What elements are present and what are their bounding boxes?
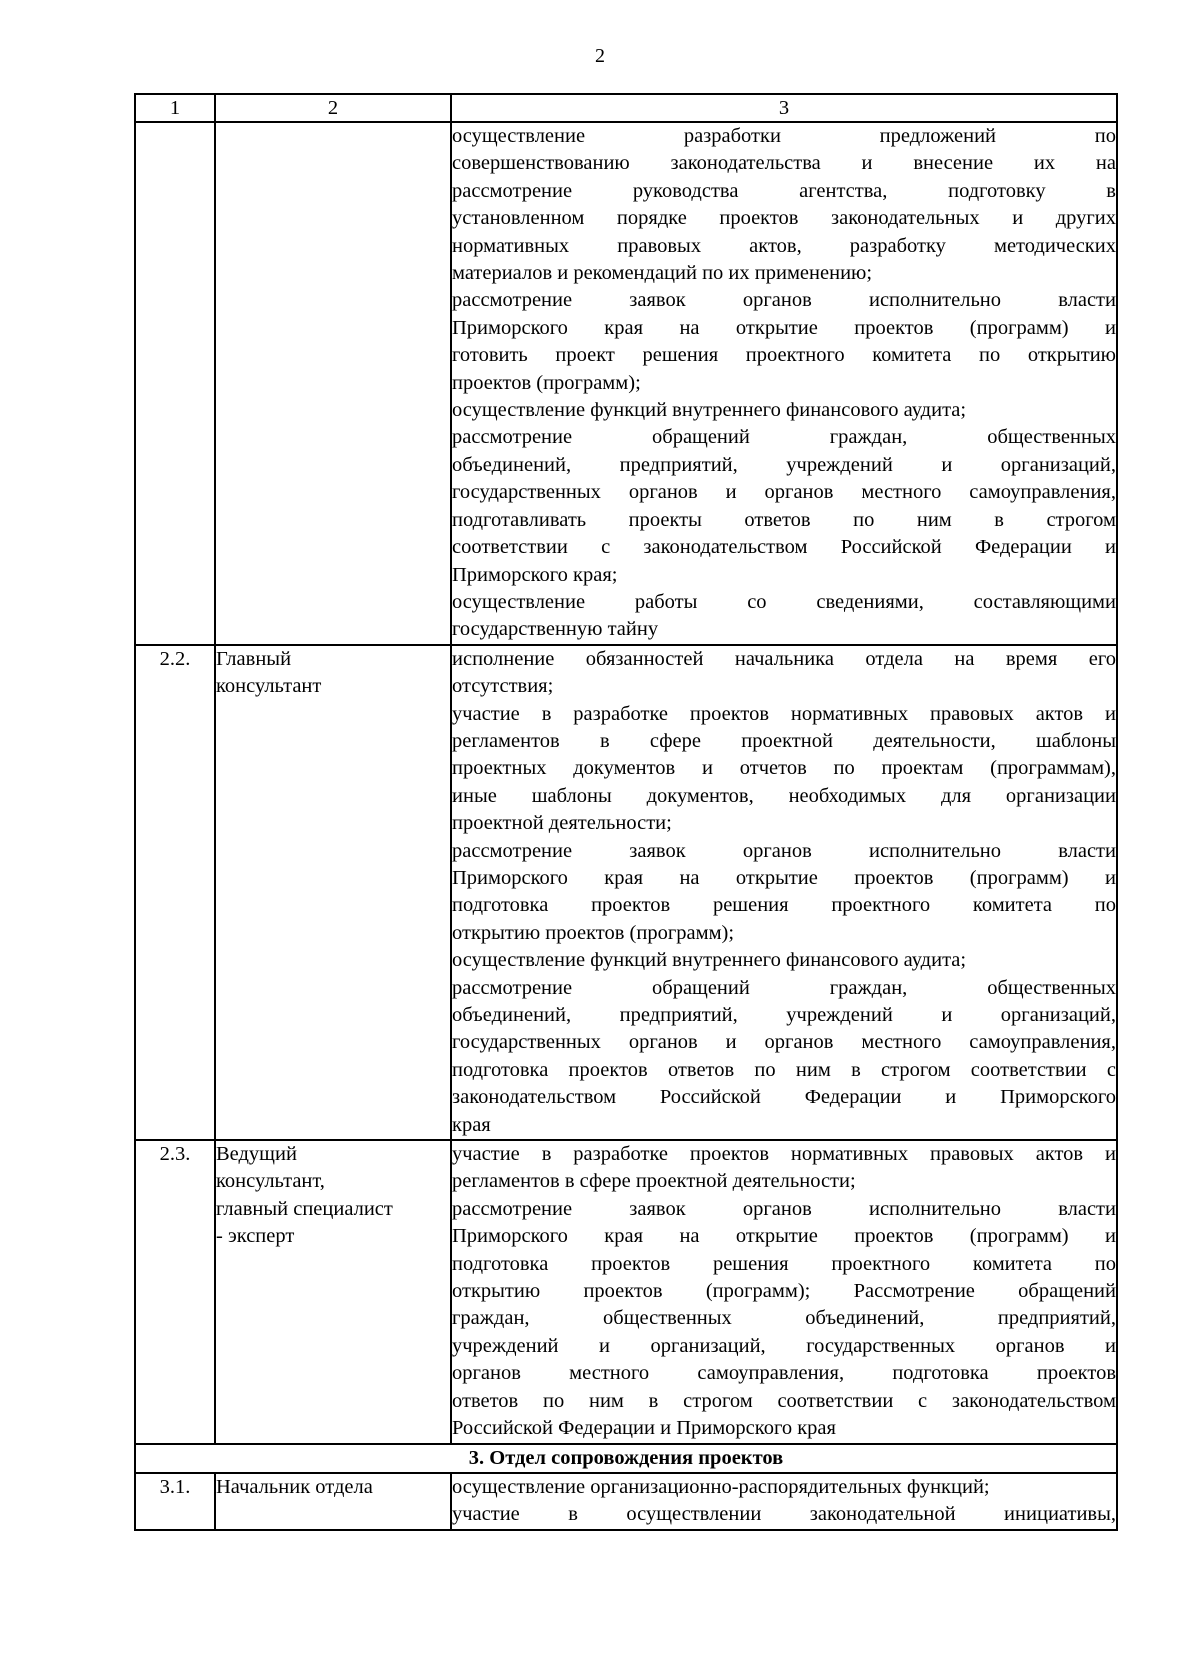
duty-line: участие в осуществлении законодательной инициативы, (452, 1503, 1116, 1526)
duty-line: Приморского края на открытие проектов (программ) и (452, 316, 1116, 339)
duty-line: органов местного самоуправления, подготовка проектов (452, 1362, 1116, 1385)
position-line: Ведущий (216, 1143, 297, 1166)
position-line: Начальник отдела (216, 1475, 373, 1498)
duty-line: государственных органов и органов местного самоуправления, (452, 481, 1116, 504)
duty-line: государственных органов и органов местного самоуправления, (452, 1031, 1116, 1054)
duty-line: рассмотрение заявок органов исполнительно власти (452, 1197, 1116, 1220)
duty-line: осуществление организационно-распорядительных функций; (452, 1475, 990, 1498)
duty-line: рассмотрение руководства агентства, подготовку в (452, 179, 1116, 202)
duty-line: регламентов в сфере проектной деятельности, шаблоны (452, 729, 1116, 752)
duty-line: подготовка проектов решения проектного комитета по (452, 894, 1116, 917)
table-row (135, 1473, 1117, 1530)
row-number (135, 122, 215, 645)
duty-line: подготовка проектов решения проектного комитета по (452, 1252, 1116, 1275)
duty-line: готовить проект решения проектного комитета по открытию (452, 344, 1116, 367)
position-line: главный специалист (216, 1197, 393, 1220)
duty-line: отсутствия; (452, 675, 554, 698)
section-row (135, 1444, 1117, 1473)
duty-line: материалов и рекомендаций по их применению; (452, 262, 873, 285)
position-line: - эксперт (216, 1225, 295, 1248)
duty-line: открытию проектов (программ); Рассмотрение обращений (452, 1280, 1116, 1303)
duty-line: совершенствованию законодательства и внесение их на (452, 152, 1116, 175)
header-col-3: 3 (451, 94, 1117, 122)
position-line: Главный (216, 647, 292, 670)
position-title (215, 1473, 451, 1530)
row-number: 2.3. (135, 1140, 215, 1443)
duty-line: проектных документов и отчетов по проектам (программам), (452, 757, 1116, 780)
table-row (135, 645, 1117, 1140)
row-number: 2.2. (135, 645, 215, 1140)
duties-text (451, 1473, 1117, 1530)
duty-line: объединений, предприятий, учреждений и организаций, (452, 453, 1116, 476)
duty-line: проектов (программ); (452, 371, 641, 394)
duty-line: государственную тайну (452, 618, 659, 641)
duty-line: ответов по ним в строгом соответствии с законодательством (452, 1389, 1116, 1412)
duty-line: рассмотрение заявок органов исполнительно власти (452, 289, 1116, 312)
duty-line: осуществление работы со сведениями, составляющими (452, 590, 1116, 613)
duty-line: регламентов в сфере проектной деятельности; (452, 1170, 856, 1193)
duty-line: участие в разработке проектов нормативных правовых актов и (452, 1143, 1116, 1166)
duty-line: учреждений и организаций, государственных органов и (452, 1334, 1116, 1357)
duty-line: осуществление разработки предложений по (452, 125, 1116, 147)
duty-line: осуществление функций внутреннего финансового аудита; (452, 399, 967, 422)
duty-line: рассмотрение обращений граждан, общественных (452, 976, 1116, 999)
duty-line: подготавливать проекты ответов по ним в строгом (452, 508, 1116, 531)
duty-line: рассмотрение заявок органов исполнительно власти (452, 839, 1116, 862)
duty-line: Российской Федерации и Приморского края (452, 1417, 836, 1440)
table-header-row (135, 94, 1117, 122)
duty-line: граждан, общественных объединений, предприятий, (452, 1307, 1116, 1330)
duty-line: Приморского края на открытие проектов (программ) и (452, 866, 1116, 889)
row-number: 3.1. (135, 1473, 215, 1530)
duty-line: проектной деятельности; (452, 812, 672, 835)
duty-line: иные шаблоны документов, необходимых для организации (452, 784, 1116, 807)
position-title (215, 1140, 451, 1443)
duty-line: участие в разработке проектов нормативных правовых актов и (452, 702, 1116, 725)
table-row (135, 122, 1117, 645)
duty-line: открытию проектов (программ); (452, 921, 735, 944)
table-row (135, 1140, 1117, 1443)
page-number: 2 (595, 45, 605, 67)
header-col-2: 2 (215, 94, 451, 122)
header-col-1: 1 (135, 94, 215, 122)
duties-text (451, 645, 1117, 1140)
duty-line: подготовка проектов ответов по ним в строгом соответствии с (452, 1058, 1116, 1081)
duty-line: соответствии с законодательством Российской Федерации и (452, 536, 1116, 559)
duty-line: Приморского края на открытие проектов (программ) и (452, 1225, 1116, 1248)
duty-line: края (452, 1113, 491, 1136)
duty-line: рассмотрение обращений граждан, общественных (452, 426, 1116, 449)
duty-line: установленном порядке проектов законодательных и других (452, 207, 1116, 230)
duty-line: осуществление функций внутреннего финансового аудита; (452, 949, 967, 972)
duties-table (134, 93, 1118, 1531)
duty-line: объединений, предприятий, учреждений и организаций, (452, 1004, 1116, 1026)
position-line: консультант (216, 675, 322, 698)
duties-text (451, 122, 1117, 645)
duty-line: законодательством Российской Федерации и Приморского (452, 1086, 1116, 1109)
duty-line: нормативных правовых актов, разработку методических (452, 234, 1116, 257)
position-title (215, 645, 451, 1140)
position-title (215, 122, 451, 645)
position-line: консультант, (216, 1170, 325, 1193)
section-title: 3. Отдел сопровождения проектов (135, 1444, 1117, 1473)
duties-text (451, 1140, 1117, 1443)
duty-line: Приморского края; (452, 563, 618, 586)
duty-line: исполнение обязанностей начальника отдела на время его (452, 647, 1116, 670)
